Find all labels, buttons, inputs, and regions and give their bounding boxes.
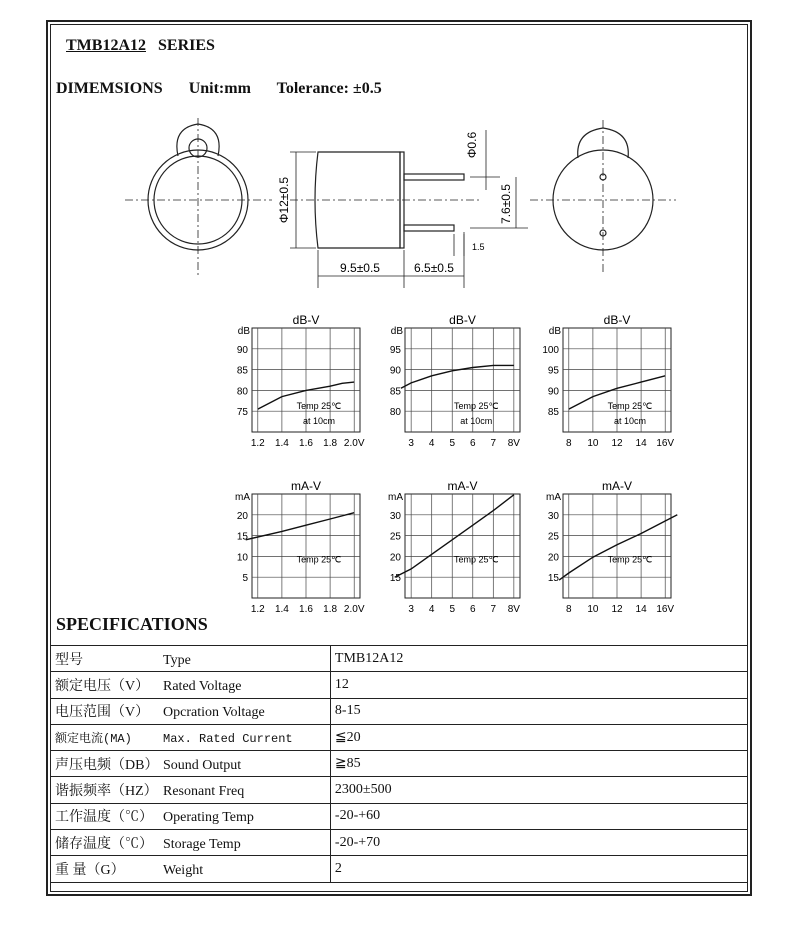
spec-row	[51, 751, 748, 777]
x-tick-label: 8V	[507, 604, 520, 615]
chart-title: mA-V	[447, 479, 478, 493]
y-tick-label: 80	[236, 386, 248, 398]
chart-annotation: Temp 25℃	[453, 554, 499, 565]
spec-label	[51, 856, 331, 882]
series-line	[559, 515, 677, 580]
x-tick-label: 2.0V	[343, 438, 365, 449]
spec-label-cn: 额定电流(MA)	[55, 732, 132, 747]
dimensions-label: DIMEMSIONS	[56, 80, 163, 97]
spec-label-en: Storage Temp	[163, 836, 241, 852]
tolerance-label: Tolerance: ±0.5	[276, 80, 382, 97]
spec-row	[51, 856, 748, 882]
x-tick-label: 12	[611, 438, 623, 449]
y-tick-label: 20	[547, 552, 559, 564]
spec-value: TMB12A12	[330, 646, 747, 672]
specifications-table	[50, 645, 748, 883]
y-tick-label: 15	[547, 573, 559, 585]
x-tick-label: 8	[566, 438, 572, 449]
spec-label-en: Resonant Freq	[163, 784, 245, 800]
y-tick-label: 25	[547, 531, 559, 543]
chart-6	[546, 479, 677, 615]
series-line	[401, 365, 514, 388]
x-tick-label: 14	[635, 438, 647, 449]
x-tick-label: 1.8	[323, 604, 338, 615]
dim-pin-spacing: 7.6±0.5	[499, 184, 513, 224]
chart-title: mA-V	[602, 479, 632, 493]
x-tick-label: 1.6	[299, 438, 313, 449]
y-tick-label: 15	[389, 573, 401, 585]
x-tick-label: 7	[490, 438, 497, 449]
spec-row	[51, 698, 748, 724]
chart-annotation: at 10cm	[460, 416, 493, 427]
spec-label-cn: 电压范围（V）	[55, 705, 150, 721]
y-tick-label: 15	[236, 531, 248, 543]
y-tick-label: 85	[547, 407, 559, 419]
spec-label	[51, 672, 331, 698]
y-tick-label: 100	[542, 344, 559, 356]
spec-value: 12	[330, 672, 747, 698]
spec-label-en: Rated Voltage	[163, 678, 242, 694]
chart-4	[235, 479, 365, 615]
y-tick-label: 95	[389, 344, 401, 356]
x-tick-label: 7	[490, 604, 497, 615]
x-tick-label: 3	[408, 438, 414, 449]
spec-label	[51, 777, 331, 803]
y-tick-label: 85	[389, 386, 401, 398]
chart-annotation: Temp 25℃	[607, 401, 653, 412]
spec-label-cn: 型号	[55, 652, 83, 668]
y-axis-label: mA	[388, 492, 403, 503]
x-tick-label: 14	[635, 604, 647, 615]
spec-label-en: Operating Temp	[163, 810, 254, 826]
spec-label-cn: 谐振频率（HZ）	[55, 784, 158, 800]
spec-value: -20-+60	[330, 803, 747, 829]
y-tick-label: 95	[547, 365, 559, 377]
spec-row	[51, 830, 748, 856]
spec-label-en: Max. Rated Current	[163, 732, 293, 747]
spec-value: -20-+70	[330, 830, 747, 856]
unit-label: Unit:mm	[188, 80, 251, 97]
x-tick-label: 10	[587, 604, 599, 615]
y-tick-label: 90	[547, 386, 559, 398]
y-tick-label: 80	[389, 407, 401, 419]
dim-body-length: 9.5±0.5	[340, 261, 380, 275]
x-tick-label: 4	[428, 438, 435, 449]
spec-label-cn: 工作温度（℃）	[55, 810, 153, 826]
series-line	[395, 495, 514, 577]
x-tick-label: 16V	[656, 438, 675, 449]
x-tick-label: 3	[408, 604, 414, 615]
spec-row	[51, 777, 748, 803]
spec-label	[51, 646, 331, 672]
spec-value: ≦20	[330, 724, 747, 750]
spec-label	[51, 803, 331, 829]
spec-label-en: Type	[163, 652, 191, 668]
spec-label-cn: 储存温度（℃）	[55, 836, 153, 852]
chart-annotation: Temp 25℃	[607, 554, 653, 565]
chart-title: dB-V	[292, 313, 320, 327]
chart-annotation: Temp 25℃	[296, 554, 342, 565]
y-tick-label: 10	[236, 552, 248, 564]
spec-row	[51, 672, 748, 698]
spec-value: 2	[330, 856, 747, 882]
x-tick-label: 8	[566, 604, 572, 615]
spec-label	[51, 751, 331, 777]
y-tick-label: 90	[236, 344, 248, 356]
spec-label	[51, 724, 331, 750]
y-tick-label: 5	[242, 573, 248, 585]
series-label: SERIES	[158, 37, 215, 54]
chart-frame	[405, 494, 520, 598]
x-tick-label: 1.2	[250, 604, 265, 615]
chart-1	[237, 313, 365, 449]
x-tick-label: 8V	[507, 438, 520, 449]
dim-pin-diameter: Φ0.6	[465, 131, 479, 159]
y-axis-label: dB	[237, 326, 250, 337]
x-tick-label: 1.4	[274, 604, 289, 615]
spec-label-cn: 声压电频（DB）	[55, 757, 159, 773]
spec-row	[51, 646, 748, 672]
y-tick-label: 90	[389, 365, 401, 377]
chart-title: dB-V	[603, 313, 631, 327]
x-tick-label: 12	[611, 604, 623, 615]
x-tick-label: 10	[587, 438, 599, 449]
y-axis-label: dB	[390, 326, 403, 337]
chart-5	[388, 479, 520, 615]
x-tick-label: 4	[428, 604, 435, 615]
spec-label	[51, 698, 331, 724]
spec-label-cn: 重 量（G）	[55, 863, 125, 879]
x-tick-label: 5	[449, 604, 456, 615]
y-tick-label: 25	[389, 531, 401, 543]
specifications-title: SPECIFICATIONS	[56, 614, 208, 634]
y-axis-label: dB	[548, 326, 561, 337]
spec-label-en: Weight	[163, 863, 204, 879]
spec-label-en: Opcration Voltage	[163, 705, 265, 721]
y-axis-label: mA	[235, 492, 250, 503]
x-tick-label: 1.8	[323, 438, 338, 449]
y-tick-label: 75	[236, 407, 248, 419]
dim-pin-length: 6.5±0.5	[414, 261, 454, 275]
y-tick-label: 20	[236, 510, 248, 522]
y-tick-label: 30	[389, 510, 401, 522]
chart-annotation: Temp 25℃	[296, 401, 342, 412]
spec-value: 8-15	[330, 698, 747, 724]
spec-value: 2300±500	[330, 777, 747, 803]
dim-diameter: Φ12±0.5	[277, 176, 291, 224]
x-tick-label: 16V	[656, 604, 675, 615]
dim-lead: 1.5	[472, 242, 485, 252]
spec-value: ≧85	[330, 751, 747, 777]
chart-annotation: Temp 25℃	[453, 401, 499, 412]
y-axis-label: mA	[546, 492, 561, 503]
chart-3	[542, 313, 674, 449]
chart-title: mA-V	[291, 479, 321, 493]
spec-label-en: Sound Output	[163, 757, 242, 773]
chart-annotation: at 10cm	[302, 416, 335, 427]
chart-title: dB-V	[449, 313, 476, 327]
chart-2	[390, 313, 520, 449]
x-tick-label: 1.2	[250, 438, 265, 449]
y-tick-label: 20	[389, 552, 401, 564]
x-tick-label: 5	[449, 438, 456, 449]
model-name: TMB12A12	[66, 37, 146, 54]
spec-label-cn: 额定电压（V）	[55, 678, 150, 694]
x-tick-label: 6	[469, 438, 476, 449]
y-tick-label: 30	[547, 510, 559, 522]
spec-row	[51, 724, 748, 750]
spec-row	[51, 803, 748, 829]
y-tick-label: 85	[236, 365, 248, 377]
x-tick-label: 1.6	[299, 604, 313, 615]
chart-annotation: at 10cm	[613, 416, 646, 427]
x-tick-label: 1.4	[274, 438, 289, 449]
x-tick-label: 6	[469, 604, 476, 615]
spec-label	[51, 830, 331, 856]
x-tick-label: 2.0V	[343, 604, 365, 615]
